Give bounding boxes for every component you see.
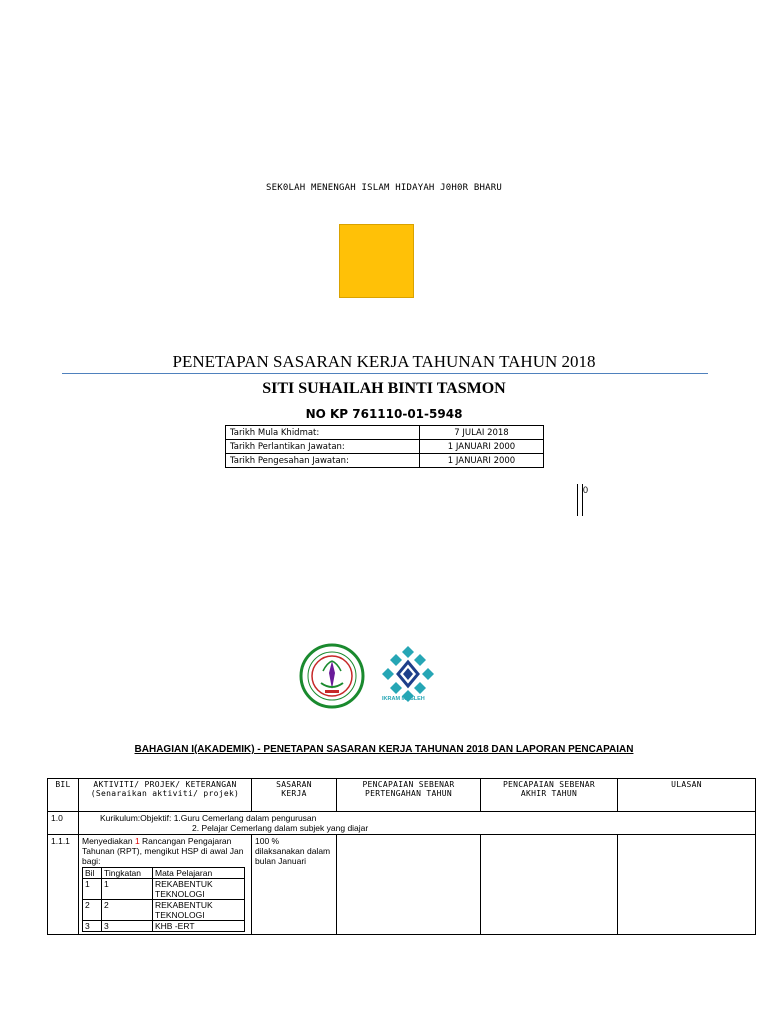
sub-cell: 1	[83, 879, 102, 900]
sasaran-percent: 100 %	[255, 836, 280, 846]
person-name: SITI SUHAILAH BINTI TASMON	[262, 380, 506, 397]
row-akhir	[481, 835, 618, 935]
table-row	[83, 900, 245, 921]
service-dates-table	[225, 425, 544, 468]
title-divider	[62, 373, 708, 374]
activity-text-a: Menyediakan	[82, 836, 133, 846]
info-label: Tarikh Mula Khidmat:	[226, 426, 420, 440]
table-row	[226, 440, 544, 454]
sub-cell: 3	[102, 921, 153, 932]
sub-cell: KHB -ERT	[153, 921, 245, 932]
school-name: SEK0LAH MENENGAH ISLAM HIDAYAH J0H0R BHARU	[266, 183, 502, 193]
sasaran-text: dilaksanakan dalam bulan Januari	[255, 846, 331, 866]
subjects-table	[82, 867, 245, 932]
info-label: Tarikh Pengesahan Jawatan:	[226, 454, 420, 468]
row-ulasan	[618, 835, 756, 935]
sub-header: Bil	[83, 868, 102, 879]
side-mark: 0	[583, 485, 589, 495]
photo-placeholder	[339, 224, 414, 298]
table-row	[83, 921, 245, 932]
sub-cell: REKABENTUK TEKNOLOGI	[153, 900, 245, 921]
header-akhir: PENCAPAIAN SEBENAR AKHIR TAHUN	[481, 779, 618, 812]
row-sasaran	[252, 835, 337, 935]
info-label: Tarikh Perlantikan Jawatan:	[226, 440, 420, 454]
table-row	[226, 454, 544, 468]
objective-line-1: Kurikulum:Objektif: 1.Guru Cemerlang dalam pengurusan	[100, 813, 317, 823]
section-title: BAHAGIAN I(AKADEMIK) - PENETAPAN SASARAN KERJA TAHUNAN 2018 DAN LAPORAN PENCAPAIAN	[134, 744, 634, 755]
ic-number: NO KP 761110-01-5948	[305, 407, 463, 421]
sub-cell: 2	[102, 900, 153, 921]
sub-cell: 1	[102, 879, 153, 900]
sub-cell: 3	[83, 921, 102, 932]
info-value: 7 JULAI 2018	[420, 426, 544, 440]
targets-table	[47, 778, 756, 935]
sub-header: Mata Pelajaran	[153, 868, 245, 879]
sub-header: Tingkatan	[102, 868, 153, 879]
header-aktiviti: AKTIVITI/ PROJEK/ KETERANGAN (Senaraikan aktiviti/ projek)	[79, 779, 252, 812]
info-value: 1 JANUARI 2000	[420, 440, 544, 454]
info-value: 1 JANUARI 2000	[420, 454, 544, 468]
table-row	[48, 812, 756, 835]
header-bil: BIL	[48, 779, 79, 812]
activity-text-b: Rancangan Pengajaran Tahunan (RPT), mengikut HSP di awal Jan bagi:	[82, 836, 244, 866]
school-crest-logo	[299, 643, 365, 709]
table-row	[48, 835, 756, 935]
table-header-row	[48, 779, 756, 812]
table-row	[83, 879, 245, 900]
row-bil: 1.1.1	[48, 835, 79, 935]
document-title: PENETAPAN SASARAN KERJA TAHUNAN TAHUN 2018	[172, 352, 596, 371]
sub-cell: 2	[83, 900, 102, 921]
objective-line-2: 2. Pelajar Cemerlang dalam subjek yang diajar	[192, 823, 369, 833]
header-pertengahan: PENCAPAIAN SEBENAR PERTENGAHAN TAHUN	[337, 779, 481, 812]
row-objective	[79, 812, 756, 835]
table-row	[226, 426, 544, 440]
row-pertengahan	[337, 835, 481, 935]
table-header-row	[83, 868, 245, 879]
row-bil: 1.0	[48, 812, 79, 835]
logo-caption: IKRAM MUSLEH	[382, 696, 425, 702]
header-sasaran: SASARAN KERJA	[252, 779, 337, 812]
sub-cell: REKABENTUK TEKNOLOGI	[153, 879, 245, 900]
header-ulasan: ULASAN	[618, 779, 756, 812]
row-activity	[79, 835, 252, 935]
activity-count: 1	[134, 836, 140, 846]
